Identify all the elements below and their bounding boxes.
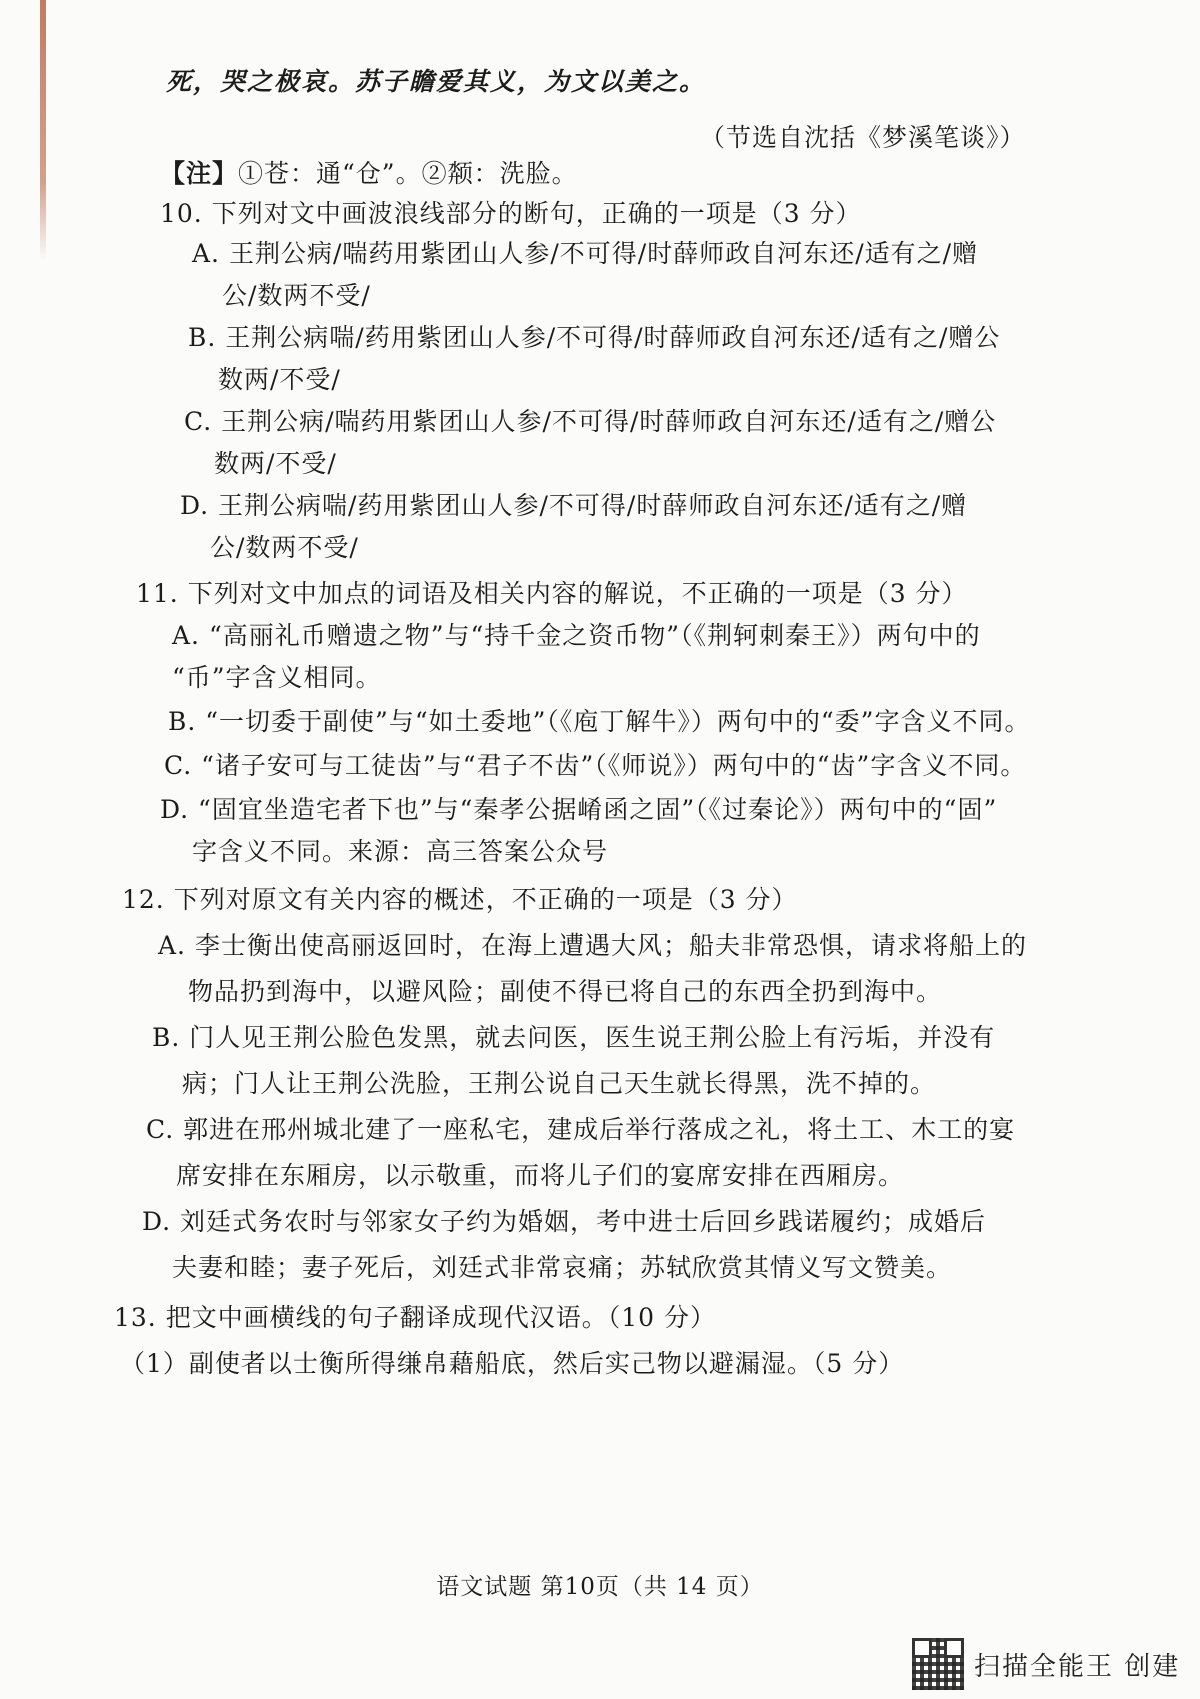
passage-note [160,158,578,190]
q12-option-d-line2: 夫妻和睦；妻子死后，刘廷式非常哀痛；苏轼欣赏其情义写文赞美。 [172,1253,953,1282]
q12-option-b-line2: 病；门人让王荆公洗脸，王荆公说自己天生就长得黑，洗不掉的。 [182,1069,937,1098]
scanner-watermark [912,1638,1180,1690]
q11-option-a-line2: “币”字含义相同。 [172,663,382,692]
note-tag: 【注】 [160,159,239,188]
q11-option-d-line2: 字含义不同。来源：高三答案公众号 [192,837,609,866]
q11-option-d-line1: D. “固宜坐造宅者下也”与“秦孝公据崤函之固”（《过秦论》）两句中的“固” [160,795,998,824]
scan-edge-mark [40,0,46,260]
q13-stem: 13. 把文中画横线的句子翻译成现代汉语。（10 分） [114,1303,716,1332]
passage-last-line: 死，哭之极哀。苏子瞻爱其义，为文以美之。 [166,67,707,96]
q10-option-a-line1: A. 王荆公病/喘药用紫团山人参/不可得/时薛师政自河东还/适有之/赠 [192,239,979,268]
q12-option-d-line1: D. 刘廷式务农时与邻家女子约为婚姻，考中进士后回乡践诺履约；成婚后 [142,1207,987,1236]
q12-stem: 12. 下列对原文有关内容的概述，不正确的一项是（3 分） [122,885,798,914]
q12-option-a-line2: 物品扔到海中，以避风险；副使不得已将自己的东西全扔到海中。 [188,977,943,1006]
q11-option-c: C. “诸子安可与工徒齿”与“君子不齿”（《师说》）两句中的“齿”字含义不同。 [164,751,1027,780]
q12-option-a-line1: A. 李士衡出使高丽返回时，在海上遭遇大风；船夫非常恐惧，请求将船上的 [158,931,1027,960]
watermark-text: 扫描全能王 创建 [974,1651,1181,1682]
q10-option-b-line2: 数两/不受/ [218,365,341,394]
q12-option-c-line1: C. 郭进在邢州城北建了一座私宅，建成后举行落成之礼，将土工、木工的宴 [146,1115,1016,1144]
q12-option-b-line1: B. 门人见王荆公脸色发黑，就去问医，医生说王荆公脸上有污垢，并没有 [152,1023,996,1052]
page-footer: 语文试题 第10页（共 14 页） [436,1574,764,1600]
note-text: ①苍：通“仓”。②颒：洗脸。 [238,159,578,188]
passage-source: （节选自沈括《梦溪笔谈》） [700,123,1026,152]
q11-option-a-line1: A. “高丽礼币赠遗之物”与“持千金之资币物”（《荆轲刺秦王》）两句中的 [172,621,981,650]
q10-option-a-line2: 公/数两不受/ [222,281,371,310]
qr-code-icon [912,1638,964,1690]
q10-option-b-line1: B. 王荆公病喘/药用紫团山人参/不可得/时薛师政自河东还/适有之/赠公 [188,323,1001,352]
q10-stem: 10. 下列对文中画波浪线部分的断句，正确的一项是（3 分） [160,199,862,228]
q12-option-c-line2: 席安排在东厢房，以示敬重，而将儿子们的宴席安排在西厢房。 [176,1161,905,1190]
q11-option-b: B. “一切委于副使”与“如土委地”（《庖丁解牛》）两句中的“委”字含义不同。 [168,707,1031,736]
q10-option-c-line1: C. 王荆公病/喘药用紫团山人参/不可得/时薛师政自河东还/适有之/赠公 [184,407,997,436]
q11-stem: 11. 下列对文中加点的词语及相关内容的解说，不正确的一项是（3 分） [136,579,968,608]
q10-option-d-line2: 公/数两不受/ [210,533,359,562]
q10-option-c-line2: 数两/不受/ [214,449,337,478]
q13-sentence-1: （1）副使者以士衡所得缣帛藉船底，然后实己物以避漏湿。（5 分） [120,1349,905,1378]
q10-option-d-line1: D. 王荆公病喘/药用紫团山人参/不可得/时薛师政自河东还/适有之/赠 [180,491,968,520]
